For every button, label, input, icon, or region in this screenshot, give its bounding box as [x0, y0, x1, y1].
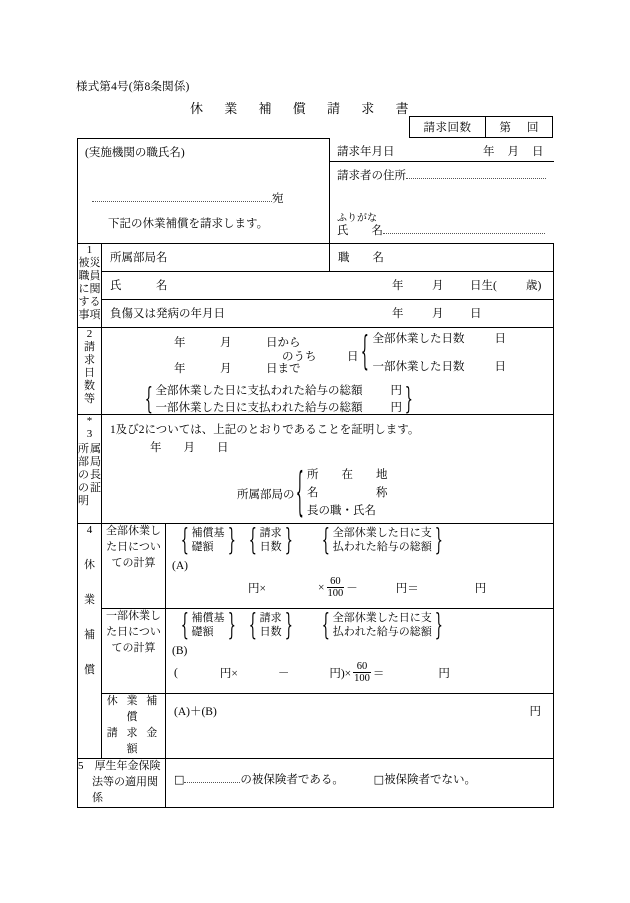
partial-leave-days-label: 一部休業した日数	[372, 361, 465, 373]
full-b2-line1: 請求	[259, 527, 282, 539]
claim-count-prefix: 第	[499, 122, 511, 134]
brace-right-paid-icon: }	[404, 380, 413, 417]
full-paid-total-row[interactable]	[156, 383, 403, 400]
header-right-stack	[330, 139, 554, 244]
section2-row	[78, 328, 554, 415]
full-minus: －	[346, 582, 358, 595]
section4-label-2: 業	[84, 593, 95, 606]
full-brace-base-amount	[180, 521, 236, 558]
section2-content-cell[interactable]	[102, 328, 554, 415]
partial-b2-line1: 請求	[259, 612, 282, 624]
full-b2-line2: 日数	[259, 541, 282, 554]
full-calc-cell[interactable]	[166, 521, 554, 609]
partial-paid-total-yen: 円	[390, 401, 403, 414]
claim-count-suffix: 回	[527, 122, 539, 134]
full-leave-days-row[interactable]	[373, 330, 507, 346]
birth-month: 月	[432, 280, 444, 292]
section2-label-2: 求	[84, 353, 95, 366]
partial-brace-paid-total	[321, 606, 443, 643]
partial-leave-days-unit: 日	[494, 361, 507, 373]
full-calc-sub-label: 全部休業した日についての計算	[102, 524, 166, 609]
section4-label-3: 補	[84, 628, 95, 641]
partial-frac-numerator: 60	[356, 661, 368, 672]
section4-label-0: 4	[86, 524, 93, 536]
full-frac-denominator: 100	[327, 588, 344, 600]
option2-label: 被保険者でない。	[384, 773, 477, 786]
section3-label-num: 3	[86, 427, 93, 440]
partial-calc-formula[interactable]	[174, 661, 450, 684]
full-brace-claim-days	[248, 521, 293, 558]
section5-content-cell[interactable]	[166, 758, 554, 807]
claim-date-day: 日	[532, 145, 544, 158]
age-suffix: 歳)	[526, 280, 542, 292]
full-b3-line2: 払われた給与の総額	[332, 541, 432, 554]
dept-name-label[interactable]: 名 称	[307, 486, 388, 499]
partial-brace-base-amount	[180, 606, 236, 643]
dept-location-label[interactable]: 所 在 地	[307, 469, 388, 481]
section1-label-5: 事項	[78, 308, 101, 321]
claimant-name-row[interactable]	[337, 222, 545, 238]
claim-date-year: 年	[483, 145, 495, 158]
partial-b3-line2: 払われた給与の総額	[332, 626, 432, 639]
partial-brace-claim-days	[248, 606, 293, 643]
section1-label-0: 1	[86, 244, 93, 256]
partial-equals: ＝	[372, 667, 385, 680]
partial-minus: －	[277, 667, 290, 680]
section3-c1-2: 所	[78, 442, 89, 455]
dept-head-label[interactable]: 長の職・氏名	[307, 504, 377, 517]
section4-row-full	[78, 524, 554, 609]
partial-calc-sub-label: 一部休業した日についての計算	[102, 609, 166, 694]
injury-date-cell[interactable]	[102, 300, 554, 328]
section1-row-injury	[78, 300, 554, 328]
option1-suffix: の被保険者である。	[240, 773, 344, 786]
leave-days-group	[360, 327, 507, 375]
brace-left-dept-icon: {	[295, 461, 304, 523]
partial-yen1: 円×	[219, 667, 238, 680]
section4-vertical-label	[78, 524, 102, 759]
brace-right-icon: }	[227, 606, 236, 643]
brace-left-paid-icon: {	[144, 380, 153, 417]
section1-label-1: 被災	[78, 256, 101, 269]
claim-date-month: 月	[507, 145, 520, 158]
addressee-field[interactable]	[92, 190, 284, 206]
partial-leave-days-row[interactable]	[373, 358, 507, 374]
insurance-options[interactable]	[174, 771, 476, 787]
job-title-label: 職 名	[338, 252, 385, 264]
partial-fraction	[353, 661, 371, 684]
full-b1-line1: 補償基	[191, 527, 225, 539]
injury-month: 月	[432, 308, 444, 320]
full-brace-paid-total	[321, 521, 443, 558]
section3-c2-2: 長	[90, 468, 101, 481]
partial-b1-line1: 補償基	[191, 612, 225, 624]
claimant-name-input[interactable]	[383, 233, 545, 234]
injury-year: 年	[392, 308, 404, 320]
partial-yen2: 円)×	[329, 667, 352, 680]
section3-label-columns	[78, 441, 101, 508]
total-days-unit: 日	[347, 351, 359, 363]
total-sub-label-line2: 請 求 金 額	[106, 726, 161, 755]
section3-c2-3: 証	[90, 481, 101, 494]
section3-vertical-label	[78, 415, 102, 524]
main-form-table	[77, 138, 554, 808]
section4-label-4: 償	[84, 663, 95, 676]
section2-vertical-label	[78, 328, 102, 415]
section3-c1-5: の	[78, 481, 89, 494]
certify-text: 1及び2については、上記のとおりであることを証明します。	[110, 424, 420, 436]
full-leave-days-unit: 日	[494, 333, 507, 345]
section2-label-5: 等	[84, 392, 95, 405]
form-number: 様式第4号(第8条関係)	[76, 81, 190, 93]
department-name-label: 所属部局名	[110, 252, 168, 264]
claimant-address-input[interactable]	[406, 178, 546, 179]
request-statement: 下記の休業補償を請求します。	[108, 218, 269, 230]
birth-year: 年	[392, 280, 404, 292]
total-formula: (A)＋(B)	[174, 706, 217, 718]
section4-row-total	[78, 694, 554, 759]
certify-month: 月	[183, 442, 195, 454]
section2-label-0: 2	[86, 328, 93, 340]
partial-b3-line1: 全部休業した日に支	[332, 612, 432, 624]
full-paid-total-label: 全部休業した日に支払われた給与の総額	[155, 385, 363, 397]
birth-day-suffix: 日生(	[470, 280, 497, 292]
dept-info-group	[237, 461, 388, 523]
period-to: 年 月 日まで	[174, 363, 301, 375]
full-b1-line2: 礎額	[191, 541, 214, 554]
partial-paren-open: (	[174, 666, 178, 679]
injury-date-label: 負傷又は発病の年月日	[110, 308, 225, 320]
total-sub-label	[102, 694, 166, 759]
full-calc-brace-headers	[180, 521, 443, 558]
furigana-label: ふりがな	[337, 212, 378, 224]
brace-left-icon: {	[321, 521, 331, 558]
agency-cell[interactable]	[78, 139, 330, 244]
section1-label-4: する	[78, 295, 101, 308]
addressee-input[interactable]	[92, 201, 272, 202]
section2-label-4: 数	[84, 379, 95, 392]
partial-yen3: 円	[438, 667, 450, 680]
page-title: 休 業 補 償 請 求 書	[190, 101, 418, 116]
section4-row-partial	[78, 609, 554, 694]
section5-label-line1: 5 厚生年金保険	[78, 759, 161, 772]
full-b3-line1: 全部休業した日に支	[332, 527, 432, 539]
full-yen1: 円×	[248, 582, 266, 595]
section1-row-department	[78, 244, 554, 272]
full-paid-total-yen: 円	[390, 385, 403, 397]
brace-left-icon: {	[321, 606, 331, 643]
insurer-name-input[interactable]	[184, 782, 240, 783]
nouchi-label: のうち	[282, 351, 317, 363]
addressee-suffix: 宛	[272, 193, 284, 205]
employee-name-label: 氏 名	[110, 280, 168, 292]
department-name-cell[interactable]	[102, 244, 330, 272]
header-row	[78, 139, 554, 244]
brace-right-icon: }	[284, 521, 293, 558]
full-frac-numerator: 60	[330, 576, 341, 587]
certify-day: 日	[217, 442, 229, 454]
claim-date-ymd[interactable]	[470, 143, 544, 159]
brace-right-icon: }	[227, 521, 236, 558]
certify-date[interactable]	[150, 439, 251, 455]
job-title-cell[interactable]	[330, 244, 554, 272]
section1-row-name	[78, 272, 554, 300]
total-yen: 円	[529, 706, 542, 718]
section3-c1-3: 部	[78, 455, 89, 468]
certify-year: 年	[150, 442, 162, 454]
section4-label-1: 休	[84, 558, 95, 571]
period-from: 年 月 日から	[174, 337, 301, 349]
brace-right-icon: }	[284, 606, 293, 643]
total-amount-cell[interactable]	[166, 694, 554, 759]
section3-label-star: *	[86, 415, 93, 427]
not-insured-checkbox[interactable]: □	[373, 772, 385, 786]
section1-label-3: に関	[78, 282, 101, 295]
paid-totals-group	[144, 380, 414, 417]
brace-left-icon: {	[360, 327, 369, 375]
partial-calc-mark: (B)	[172, 645, 188, 657]
full-yen2: 円＝	[395, 582, 419, 595]
agency-label: (実施機関の職氏名)	[85, 147, 185, 159]
claimant-cell[interactable]	[330, 161, 554, 243]
brace-left-icon: {	[180, 521, 189, 558]
section3-c2-0: 属	[90, 442, 101, 455]
section3-content-cell[interactable]	[102, 415, 554, 524]
employee-name-cell[interactable]	[102, 272, 554, 300]
partial-calc-brace-headers	[180, 606, 443, 643]
claim-count-box	[409, 116, 553, 138]
partial-b2-line2: 日数	[259, 626, 282, 639]
brace-right-icon: }	[434, 606, 443, 643]
section5-label	[78, 758, 166, 807]
claim-date-label: 請求年月日	[337, 145, 395, 158]
partial-b1-line2: 礎額	[191, 626, 214, 639]
partial-calc-cell[interactable]	[166, 606, 554, 694]
partial-frac-denominator: 100	[354, 673, 370, 685]
section3-c1-6: 明	[78, 494, 89, 507]
section5-label-line2: 法等の適用関係	[92, 775, 158, 804]
section3-c2-1: 局	[90, 455, 101, 468]
section1-vertical-label	[78, 244, 102, 328]
brace-left-icon: {	[248, 606, 257, 643]
full-yen3: 円	[474, 582, 487, 595]
claimant-address-label: 請求者の住所	[337, 169, 407, 182]
claimant-address-row[interactable]	[337, 167, 546, 183]
claimant-name-label: 氏 名	[337, 224, 384, 237]
injury-day: 日	[470, 308, 482, 320]
full-fraction	[327, 576, 345, 599]
full-leave-days-label: 全部休業した日数	[372, 333, 465, 345]
section1-label-2: 職員	[78, 269, 101, 282]
claim-count-value[interactable]	[486, 117, 552, 137]
section3-row	[78, 415, 554, 524]
claim-count-label: 請求回数	[410, 117, 486, 137]
section3-c1-4: の	[78, 468, 89, 481]
full-calc-formula[interactable]	[248, 576, 486, 599]
section2-label-3: 日	[84, 366, 95, 379]
full-calc-mark: (A)	[172, 560, 188, 572]
dept-of-label: 所属部局の	[237, 488, 295, 501]
brace-right-icon: }	[434, 521, 443, 558]
section5-row	[78, 758, 554, 807]
claim-date-cell[interactable]	[330, 139, 554, 162]
full-times: ×	[318, 581, 325, 594]
insured-checkbox[interactable]: □	[174, 772, 185, 786]
brace-left-icon: {	[180, 606, 189, 643]
partial-paid-total-label: 一部休業した日に支払われた給与の総額	[155, 401, 363, 414]
brace-left-icon: {	[248, 521, 257, 558]
section2-label-1: 請	[84, 340, 95, 353]
total-sub-label-line1: 休 業 補 償	[106, 695, 161, 723]
